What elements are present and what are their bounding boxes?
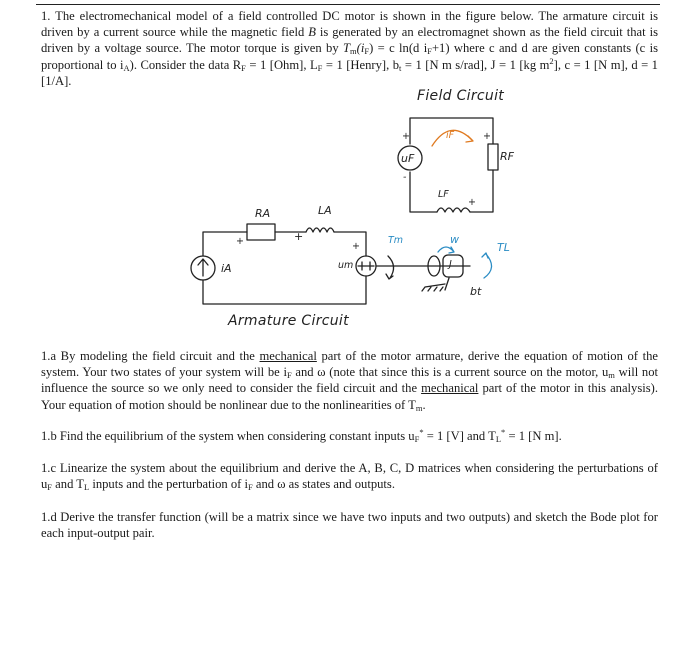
label-bt: bt (470, 285, 482, 298)
RA-resistor (247, 224, 275, 240)
TL-torque-arrow (482, 253, 492, 278)
part-b-tag: 1.b (41, 429, 57, 443)
label-TL: TL (497, 241, 510, 254)
part-c-tag: 1.c (41, 461, 57, 475)
label-uF: uF (401, 152, 415, 165)
problem-intro: 1. The electromechanical model of a field controlled DC motor is shown in the figure below. The armature circuit is driven by a current source while the magnetic field B is generated by an electromagnet shown as the field circuit that is driven by a voltage source. The motor torque is given by $T_m(i_F) = c$ ln(d $i_F+1$) where c and d are given constants (c is proportional to $i_A$). Consider the data $R_F = 1$ [Ohm], $L_F = 1$ [Henry], $b_t = 1$ [N m s/rad], J = 1 [kg $m^2$], c = 1 [N m], d = 1 [1/A]. (41, 9, 659, 88)
label-LF: LF (438, 189, 449, 200)
field-circuit-title: Field Circuit (417, 88, 505, 104)
part-a: 1.a By modeling the field circuit and the mechanical part of the motor armature, derive the equation of motion of the system. Your two states of your system will be $i_F$ and ω (note that since this is a current source on the motor, $u_m$ will not influence the source so we only need to consider the field circuit and the mechanical part of the motor in this analysis). Your equation of motion should be nonlinear due to the nonlinearities of $T_m$. (41, 349, 659, 413)
part-a-tag: 1.a (41, 349, 57, 363)
label-RA-plus: + (236, 236, 244, 247)
RF-resistor (488, 144, 498, 170)
label-LF-plus: + (468, 197, 476, 208)
label-omega: w (450, 233, 459, 246)
label-um-plus: + (352, 241, 360, 252)
omega-arrow (438, 247, 454, 253)
label-LA: LA (318, 204, 332, 217)
label-iF: iF (446, 130, 455, 141)
part-c: 1.c Linearize the system about the equilibrium and derive the A, B, C, D matrices when considering the perturbations of $u_F$ and $T_L$ inputs and the perturbation of $i_F$ and ω as states and outputs. (41, 461, 658, 493)
label-RA: RA (255, 207, 271, 220)
label-um: um (338, 260, 354, 271)
problem-number: 1. (41, 9, 51, 23)
label-Tm: Tm (388, 235, 404, 246)
label-RF-plus: + (483, 131, 491, 142)
LF-inductor (437, 208, 470, 212)
label-iA: iA (221, 262, 232, 275)
part-d-tag: 1.d (41, 510, 57, 524)
LA-inductor (306, 228, 334, 232)
armature-circuit-title: Armature Circuit (228, 313, 349, 329)
label-J: J (449, 259, 452, 270)
Tm-torque-arrow (386, 256, 394, 279)
label-uF-plus: + (402, 131, 410, 142)
part-d: 1.d Derive the transfer function (will be a matrix since we have two inputs and two outputs) and sketch the Bode plot for each input-output pair. (41, 510, 658, 541)
label-uF-minus: - (403, 172, 407, 183)
label-LA-plus: + (294, 230, 304, 243)
part-b: 1.b Find the equilibrium of the system when considering constant inputs $u_F^* = 1$ [V] and $T_L^* = 1$ [N m]. (41, 427, 562, 444)
label-RF: RF (500, 150, 514, 163)
